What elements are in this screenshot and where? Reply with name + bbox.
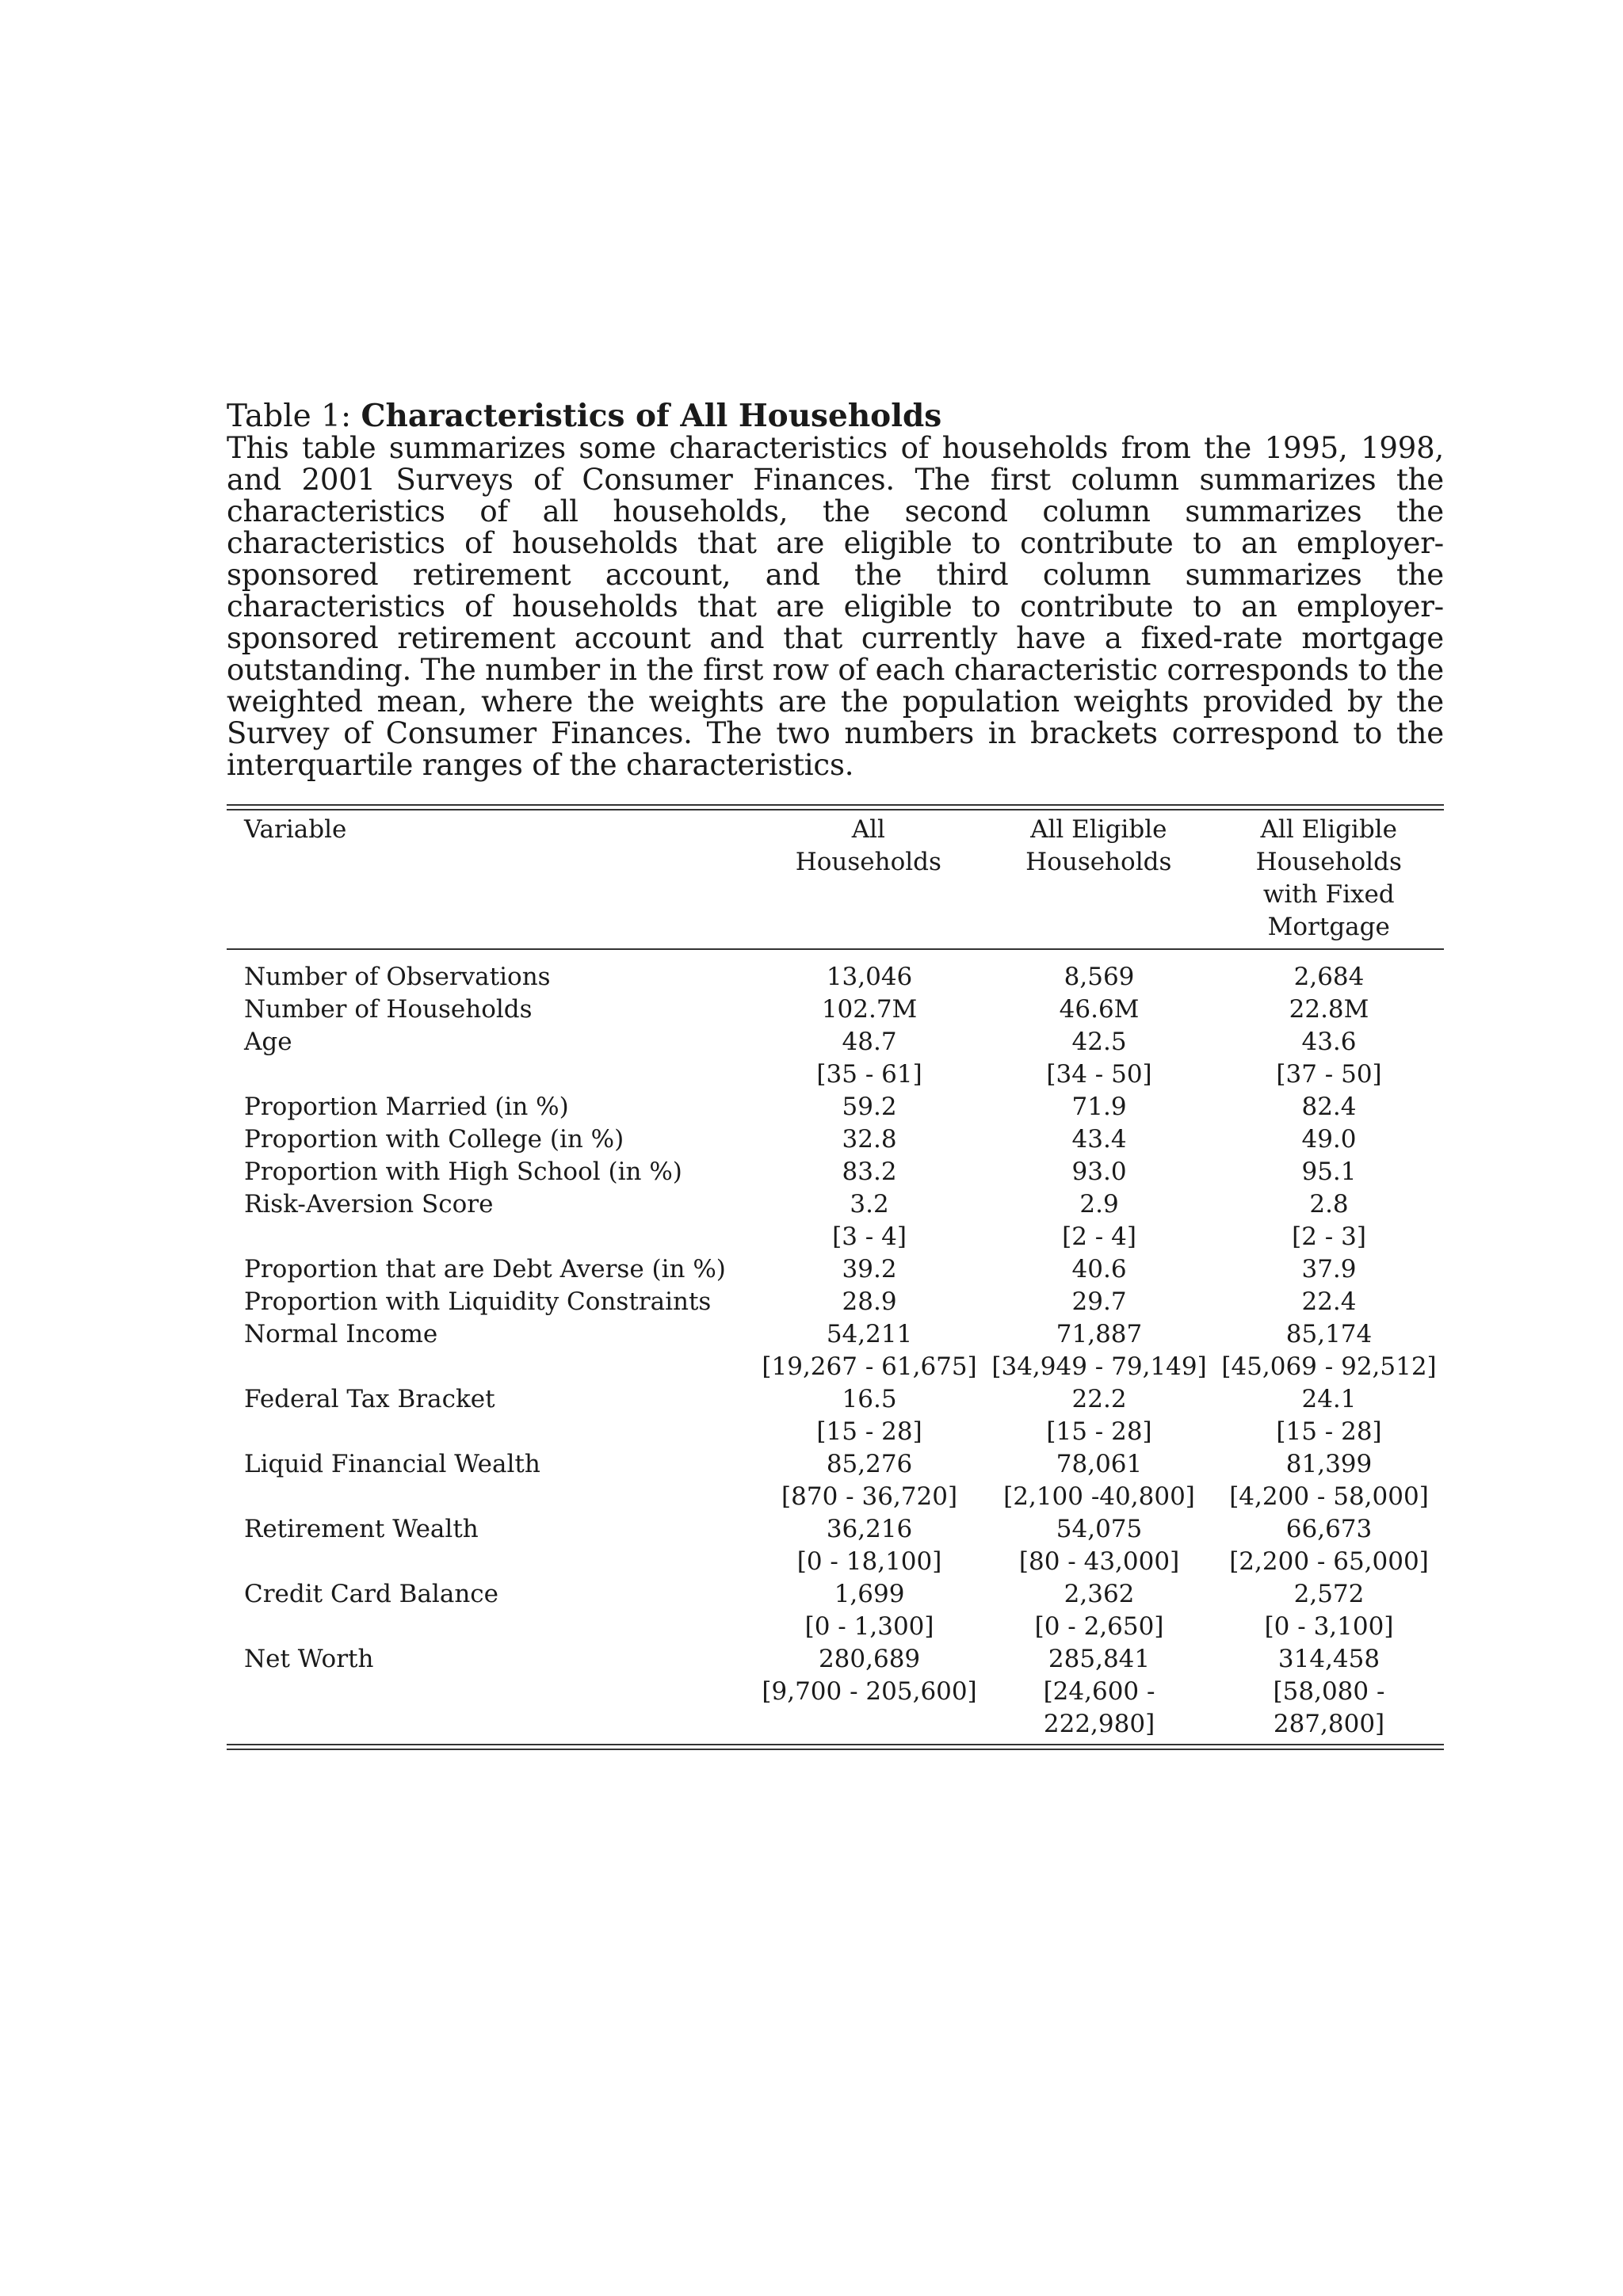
row-label: Federal Tax Bracket [244, 1385, 495, 1413]
cell-all-households: [3 - 4] [832, 1222, 907, 1251]
cell-eligible-fixed-mortgage: [2 - 3] [1292, 1222, 1366, 1251]
cell-all-households: 54,211 [826, 1320, 913, 1348]
caption-label: Table 1: [227, 399, 352, 434]
row-label [227, 1546, 754, 1578]
cell-all-households: 3.2 [850, 1190, 889, 1219]
row-label [227, 1481, 754, 1513]
table-row [227, 1416, 1444, 1448]
cell-eligible-fixed-mortgage: [4,200 - 58,000] [1229, 1482, 1429, 1511]
cell-all-households: [0 - 18,100] [796, 1547, 942, 1576]
header-all-households [754, 810, 983, 948]
cell-eligible-fixed-mortgage: [45,069 - 92,512] [1221, 1352, 1437, 1381]
cell-eligible-fixed-mortgage: 43.6 [1301, 1028, 1357, 1056]
table-row [227, 1058, 1444, 1091]
cell-all-eligible: 8,569 [1064, 963, 1135, 991]
header-variable: Variable [244, 815, 347, 844]
cell-all-households: [0 - 1,300] [804, 1612, 934, 1641]
cell-all-eligible: [34 - 50] [1046, 1060, 1152, 1089]
cell-eligible-fixed-mortgage: [58,080 - 287,800] [1273, 1677, 1385, 1738]
cell-all-eligible: 29.7 [1071, 1287, 1127, 1316]
row-label: Proportion that are Debt Averse (in %) [244, 1255, 726, 1283]
header-line: Mortgage [1267, 913, 1390, 941]
cell-all-households: [15 - 28] [816, 1417, 922, 1446]
cell-all-households: [19,267 - 61,675] [762, 1352, 977, 1381]
cell-eligible-fixed-mortgage: 22.8M [1289, 995, 1369, 1024]
cell-eligible-fixed-mortgage: [2,200 - 65,000] [1229, 1547, 1429, 1576]
page-content [227, 398, 1444, 1738]
row-label: Proportion with College (in %) [244, 1125, 624, 1154]
table-row [227, 1253, 1444, 1286]
cell-eligible-fixed-mortgage: [37 - 50] [1276, 1060, 1382, 1089]
cell-eligible-fixed-mortgage: 2,684 [1293, 963, 1365, 991]
cell-eligible-fixed-mortgage: 2.8 [1309, 1190, 1349, 1219]
cell-all-households: 13,046 [826, 963, 913, 991]
table-row [227, 1156, 1444, 1188]
cell-all-households: 1,699 [834, 1580, 905, 1608]
table-row [227, 1221, 1444, 1253]
cell-all-eligible: 78,061 [1056, 1450, 1143, 1478]
header-all-eligible [983, 810, 1213, 948]
header-row [227, 810, 1444, 948]
row-label: Risk-Aversion Score [244, 1190, 494, 1219]
cell-eligible-fixed-mortgage: 37.9 [1301, 1255, 1357, 1283]
table-row [227, 1188, 1444, 1221]
table-row [227, 1383, 1444, 1416]
table-row [227, 1676, 1444, 1744]
row-label: Proportion Married (in %) [244, 1093, 569, 1121]
table-row [227, 1091, 1444, 1123]
cell-all-households: 102.7M [821, 995, 918, 1024]
cell-all-eligible: [34,949 - 79,149] [991, 1352, 1207, 1381]
cell-all-eligible: 40.6 [1071, 1255, 1127, 1283]
row-label: Retirement Wealth [244, 1515, 479, 1543]
cell-all-households: 83.2 [842, 1158, 897, 1186]
table-row [227, 1286, 1444, 1318]
cell-all-households: 59.2 [842, 1093, 897, 1121]
cell-all-eligible: 2,362 [1064, 1580, 1135, 1608]
cell-all-eligible: [80 - 43,000] [1018, 1547, 1180, 1576]
row-label [227, 1221, 754, 1253]
cell-eligible-fixed-mortgage: 22.4 [1301, 1287, 1357, 1316]
cell-all-eligible: 285,841 [1048, 1645, 1151, 1673]
caption-title: Characteristics of All Households [361, 398, 942, 434]
bottom-rule [227, 1744, 1444, 1750]
table-row [227, 1026, 1444, 1058]
row-label [227, 1351, 754, 1383]
row-label: Number of Observations [244, 963, 551, 991]
cell-all-households: 280,689 [818, 1645, 921, 1673]
cell-eligible-fixed-mortgage: [0 - 3,100] [1264, 1612, 1394, 1641]
table-row [227, 1546, 1444, 1578]
cell-eligible-fixed-mortgage: 82.4 [1301, 1093, 1357, 1121]
cell-all-eligible: 93.0 [1071, 1158, 1127, 1186]
cell-all-eligible: 54,075 [1056, 1515, 1143, 1543]
caption-body: This table summarizes some characteristics of households from the 1995, 1998, and 2001 Surveys of Consumer Finances. The first column summarizes the characteristics of all households, the second column summarizes the characteristics of households that are eligible to contribute to an employer-sponsored retirement account, and the third column summarizes the characteristics of households that are eligible to contribute to an employer-sponsored retirement account and that currently have a fixed-rate mortgage outstanding. The number in the first row of each characteristic corresponds to the weighted mean, where the weights are the population weights provided by the Survey of Consumer Finances. The two numbers in brackets correspond to the interquartile ranges of the characteristics. [227, 431, 1444, 782]
row-label: Normal Income [244, 1320, 438, 1348]
cell-eligible-fixed-mortgage: 2,572 [1293, 1580, 1365, 1608]
header-eligible-fixed-mortgage [1214, 810, 1445, 948]
header-line: All Eligible [1030, 815, 1167, 844]
table-container [227, 804, 1444, 1750]
cell-all-households: [35 - 61] [816, 1060, 922, 1089]
cell-eligible-fixed-mortgage: 66,673 [1285, 1515, 1373, 1543]
row-label: Credit Card Balance [244, 1580, 499, 1608]
cell-all-eligible: [24,600 - 222,980] [1043, 1677, 1155, 1738]
characteristics-table [227, 810, 1444, 948]
cell-eligible-fixed-mortgage: 85,174 [1285, 1320, 1373, 1348]
row-label: Proportion with High School (in %) [244, 1158, 682, 1186]
cell-all-eligible: [2,100 -40,800] [1003, 1482, 1195, 1511]
cell-all-households: 16.5 [842, 1385, 897, 1413]
cell-all-eligible: 43.4 [1071, 1125, 1127, 1154]
row-label: Proportion with Liquidity Constraints [244, 1287, 712, 1316]
cell-all-households: 85,276 [826, 1450, 913, 1478]
header-line: Households [1025, 848, 1172, 876]
row-label [227, 1416, 754, 1448]
cell-all-eligible: [0 - 2,650] [1034, 1612, 1164, 1641]
row-label: Liquid Financial Wealth [244, 1450, 540, 1478]
header-line: with Fixed [1262, 880, 1395, 909]
table-body [227, 950, 1444, 1744]
table-row [227, 1513, 1444, 1546]
cell-all-eligible: 2.9 [1079, 1190, 1119, 1219]
table-caption [227, 400, 1444, 781]
table-row [227, 1448, 1444, 1481]
cell-all-eligible: 42.5 [1071, 1028, 1127, 1056]
cell-all-households: [870 - 36,720] [781, 1482, 958, 1511]
table-row [227, 1318, 1444, 1351]
header-line: Households [795, 848, 941, 876]
cell-eligible-fixed-mortgage: 81,399 [1285, 1450, 1373, 1478]
cell-eligible-fixed-mortgage: 314,458 [1277, 1645, 1381, 1673]
cell-all-households: [9,700 - 205,600] [762, 1677, 977, 1706]
table-row [227, 1611, 1444, 1643]
row-label: Age [244, 1028, 292, 1056]
row-label [227, 1058, 754, 1091]
cell-all-eligible: 71.9 [1071, 1093, 1127, 1121]
header-line: All [851, 815, 885, 844]
table-row [227, 1351, 1444, 1383]
cell-eligible-fixed-mortgage: 24.1 [1301, 1385, 1357, 1413]
table-row [227, 994, 1444, 1026]
characteristics-table-body [227, 950, 1444, 1744]
table-row [227, 1643, 1444, 1676]
cell-all-eligible: [2 - 4] [1062, 1222, 1136, 1251]
cell-eligible-fixed-mortgage: [15 - 28] [1276, 1417, 1382, 1446]
table-row [227, 950, 1444, 994]
cell-all-households: 28.9 [842, 1287, 897, 1316]
row-label: Number of Households [244, 995, 533, 1024]
row-label [227, 1676, 754, 1744]
row-label [227, 1611, 754, 1643]
top-rule [227, 804, 1444, 810]
cell-all-households: 48.7 [842, 1028, 897, 1056]
cell-all-households: 36,216 [826, 1515, 913, 1543]
table-row [227, 1578, 1444, 1611]
cell-all-eligible: 22.2 [1071, 1385, 1127, 1413]
cell-all-eligible: 46.6M [1059, 995, 1140, 1024]
cell-all-eligible: [15 - 28] [1046, 1417, 1152, 1446]
table-row [227, 1481, 1444, 1513]
cell-all-households: 39.2 [842, 1255, 897, 1283]
row-label: Net Worth [244, 1645, 374, 1673]
cell-eligible-fixed-mortgage: 95.1 [1301, 1158, 1357, 1186]
cell-all-eligible: 71,887 [1056, 1320, 1143, 1348]
table-row [227, 1123, 1444, 1156]
cell-all-households: 32.8 [842, 1125, 897, 1154]
cell-eligible-fixed-mortgage: 49.0 [1301, 1125, 1357, 1154]
header-line: All Eligible [1260, 815, 1397, 844]
header-line: Households [1255, 848, 1402, 876]
